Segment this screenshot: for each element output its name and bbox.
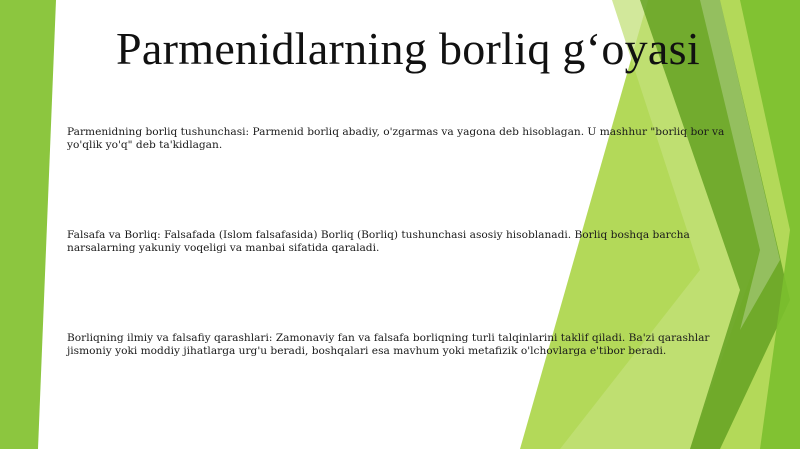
paragraph-scientific-views: Borliqning ilmiy va falsafiy qarashlari: Zamonaviy fan va falsafa borliqning turli talqinlarini taklif qiladi. Ba'zi qarashlar jismoniy yoki moddiy jihatlarga urg'u beradi, boshqalari esa mavhum yoki metafizik o'lchovlarga e'tibor beradi.: [67, 332, 710, 357]
paragraph-philosophy-and-being: Falsafa va Borliq: Falsafada (Islom falsafasida) Borliq (Borliq) tushunchasi asosiy hisoblanadi. Borliq boshqa barcha narsalarning yakuniy voqeligi va manbai sifatida qaraladi.: [67, 229, 690, 254]
paragraph-parmenid-concept: Parmenidning borliq tushunchasi: Parmenid borliq abadiy, o'zgarmas va yagona deb hisoblagan. U mashhur "borliq bor va yo'qlik yo'q" deb ta'kidlagan.: [67, 126, 725, 151]
slide-title: Parmenidlarning borliq g‘oyasi: [116, 23, 700, 74]
